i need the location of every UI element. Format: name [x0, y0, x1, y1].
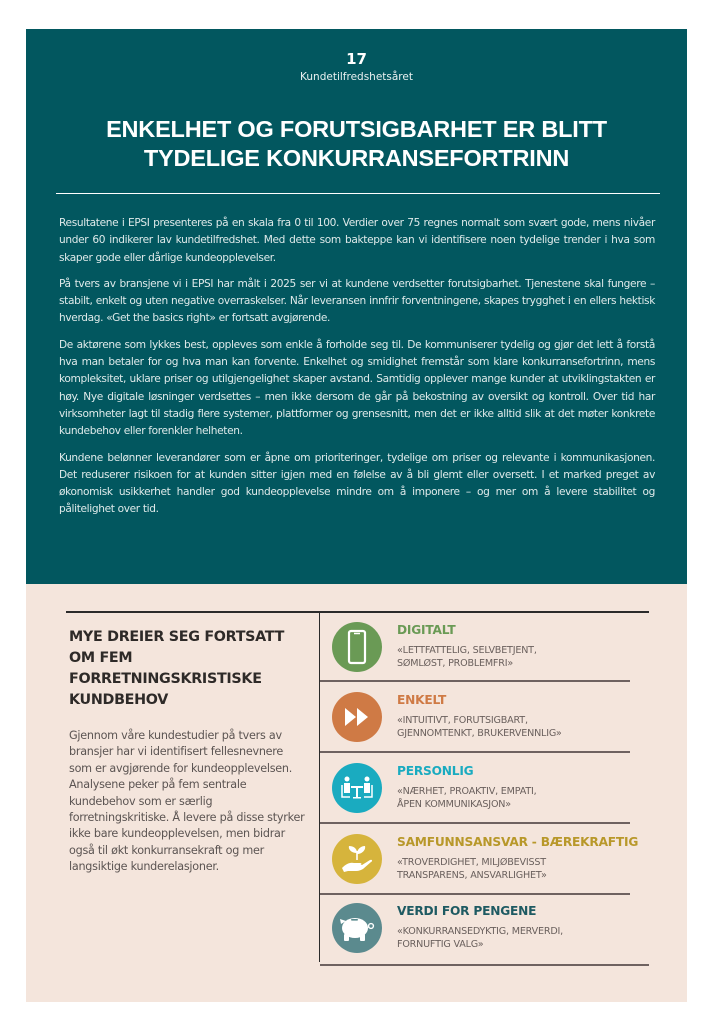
- publication-name: Kundetilfredshetsåret: [300, 71, 413, 83]
- fast-forward-icon: [332, 692, 382, 742]
- need-keywords: [397, 786, 536, 811]
- need-keywords: [397, 926, 563, 951]
- need-keywords-line: «TROVERDIGHET, MILJØBEVISST: [397, 857, 546, 868]
- page-title: [26, 115, 687, 173]
- need-title: DIGITALT: [397, 623, 456, 637]
- intro-section: [26, 29, 687, 584]
- sidebar-text: Gjennom våre kundestudier på tvers av bransjer har vi identifisert fellesnevnere som er avgjørende for kundeopplevelsen. Analysene peker på fem sentrale kundebehov som er særlig forretningskritiske. Å levere på disse styrker ikke bare kundeopplevelsen, men bidrar også til økt konkurransekraft og mer langsiktige kunderelasjoner.: [69, 729, 305, 874]
- need-keywords-line: «NÆRHET, PROAKTIV, EMPATI,: [397, 786, 537, 797]
- need-keywords: [397, 645, 537, 670]
- need-keywords-line: FORNUFTIG VALG»: [397, 938, 484, 950]
- need-item-verdi-for-pengene: [320, 893, 630, 964]
- title-divider: [56, 193, 660, 194]
- paragraph: Resultatene i EPSI presenteres på en skala fra 0 til 100. Verdier over 75 regnes normalt som svært gode, mens nivåer under 60 indikerer lav kundetilfredshet. Med dette som bakteppe kan vi identifisere noen tydelige trender i hva som skaper gode eller dårlige kundeopplevelser.: [59, 217, 655, 264]
- need-title: SAMFUNNSANSVAR - BÆREKRAFTIG: [397, 835, 639, 849]
- piggy-bank-icon: [332, 903, 382, 953]
- need-title: PERSONLIG: [397, 764, 474, 778]
- need-keywords-line: GJENNOMTENKT, BRUKERVENNLIG»: [397, 727, 562, 739]
- title-line-2: TYDELIGE KONKURRANSEFORTRINN: [143, 145, 570, 171]
- need-title: ENKELT: [397, 693, 447, 707]
- sidebar-heading: MYE DREIER SEG FORTSATT OM FEM FORRETNINGSKRISTISKE KUNDBEHOV: [69, 629, 285, 708]
- need-keywords-line: «LETTFATTELIG, SELVBETJENT,: [397, 645, 537, 656]
- need-keywords-line: TRANSPARENS, ANSVARLIGHET»: [397, 869, 547, 881]
- customer-needs-section: [26, 584, 687, 1002]
- need-keywords-line: «INTUITIVT, FORUTSIGBART,: [397, 715, 528, 726]
- need-title: VERDI FOR PENGENE: [397, 904, 537, 918]
- bottom-divider: [320, 964, 649, 966]
- need-item-enkelt: [320, 682, 630, 753]
- need-keywords: [397, 715, 562, 740]
- need-keywords: [397, 857, 547, 882]
- plant-in-hand-icon: [332, 834, 382, 884]
- paragraph: På tvers av bransjene vi i EPSI har målt i 2025 ser vi at kundene verdsetter forutsigbarhet. Tjenestene skal fungere – stabilt, enkelt og uten negative overraskelser. Når leveransen innfrir forventningene, skapes trygghet i en ellers hektisk hverdag. «Get the basics right» er fortsatt avgjørende.: [59, 277, 655, 325]
- title-line-1: ENKELHET OG FORUTSIGBARHET ER BLITT: [106, 116, 607, 142]
- need-keywords-line: SØMLØST, PROBLEMFRI»: [397, 657, 514, 669]
- paragraph: Kundene belønner leverandører som er åpne om prioriteringer, tydelige om priser og relevante i kommunikasjonen. Det reduserer risikoen for at kunden sitter igjen med en følelse av å bli glemt eller oversett. I et marked preget av økonomisk usikkerhet handler god kundeopplevelse mindre om å imponere – og mer om å levere stabilitet og pålitelighet over tid.: [59, 451, 655, 516]
- need-item-samfunnsansvar: [320, 824, 639, 895]
- need-item-personlig: [320, 753, 630, 824]
- smartphone-icon: [332, 622, 382, 672]
- need-keywords-line: «KONKURRANSEDYKTIG, MERVERDI,: [397, 926, 563, 937]
- meeting-people-icon: [332, 763, 382, 813]
- need-keywords-line: ÅPEN KOMMUNIKASJON»: [397, 798, 511, 810]
- page-number: 17: [346, 50, 367, 68]
- need-item-digitalt: [320, 612, 630, 683]
- body-text: [59, 215, 655, 528]
- paragraph: De aktørene som lykkes best, oppleves som enkle å forholde seg til. De kommuniserer tydelig og gjør det lett å forstå hva man betaler for og hva man kan forvente. Enkelhet og smidighet fremstår som klare konkurransefortrinn, mens kompleksitet, uklare priser og utilgjengelighet skaper avstand. Samtidig opplever mange kunder at utviklingstakten er høy. Nye digitale løsninger verdsettes – men ikke dersom de går på bekostning av oversikt og kontroll. Over tid har virksomheter lagt til stadig flere systemer, plattformer og grensesnitt, men det er ikke alltid slik at det møter konkrete kundebehov eller forenkler helheten.: [59, 338, 655, 438]
